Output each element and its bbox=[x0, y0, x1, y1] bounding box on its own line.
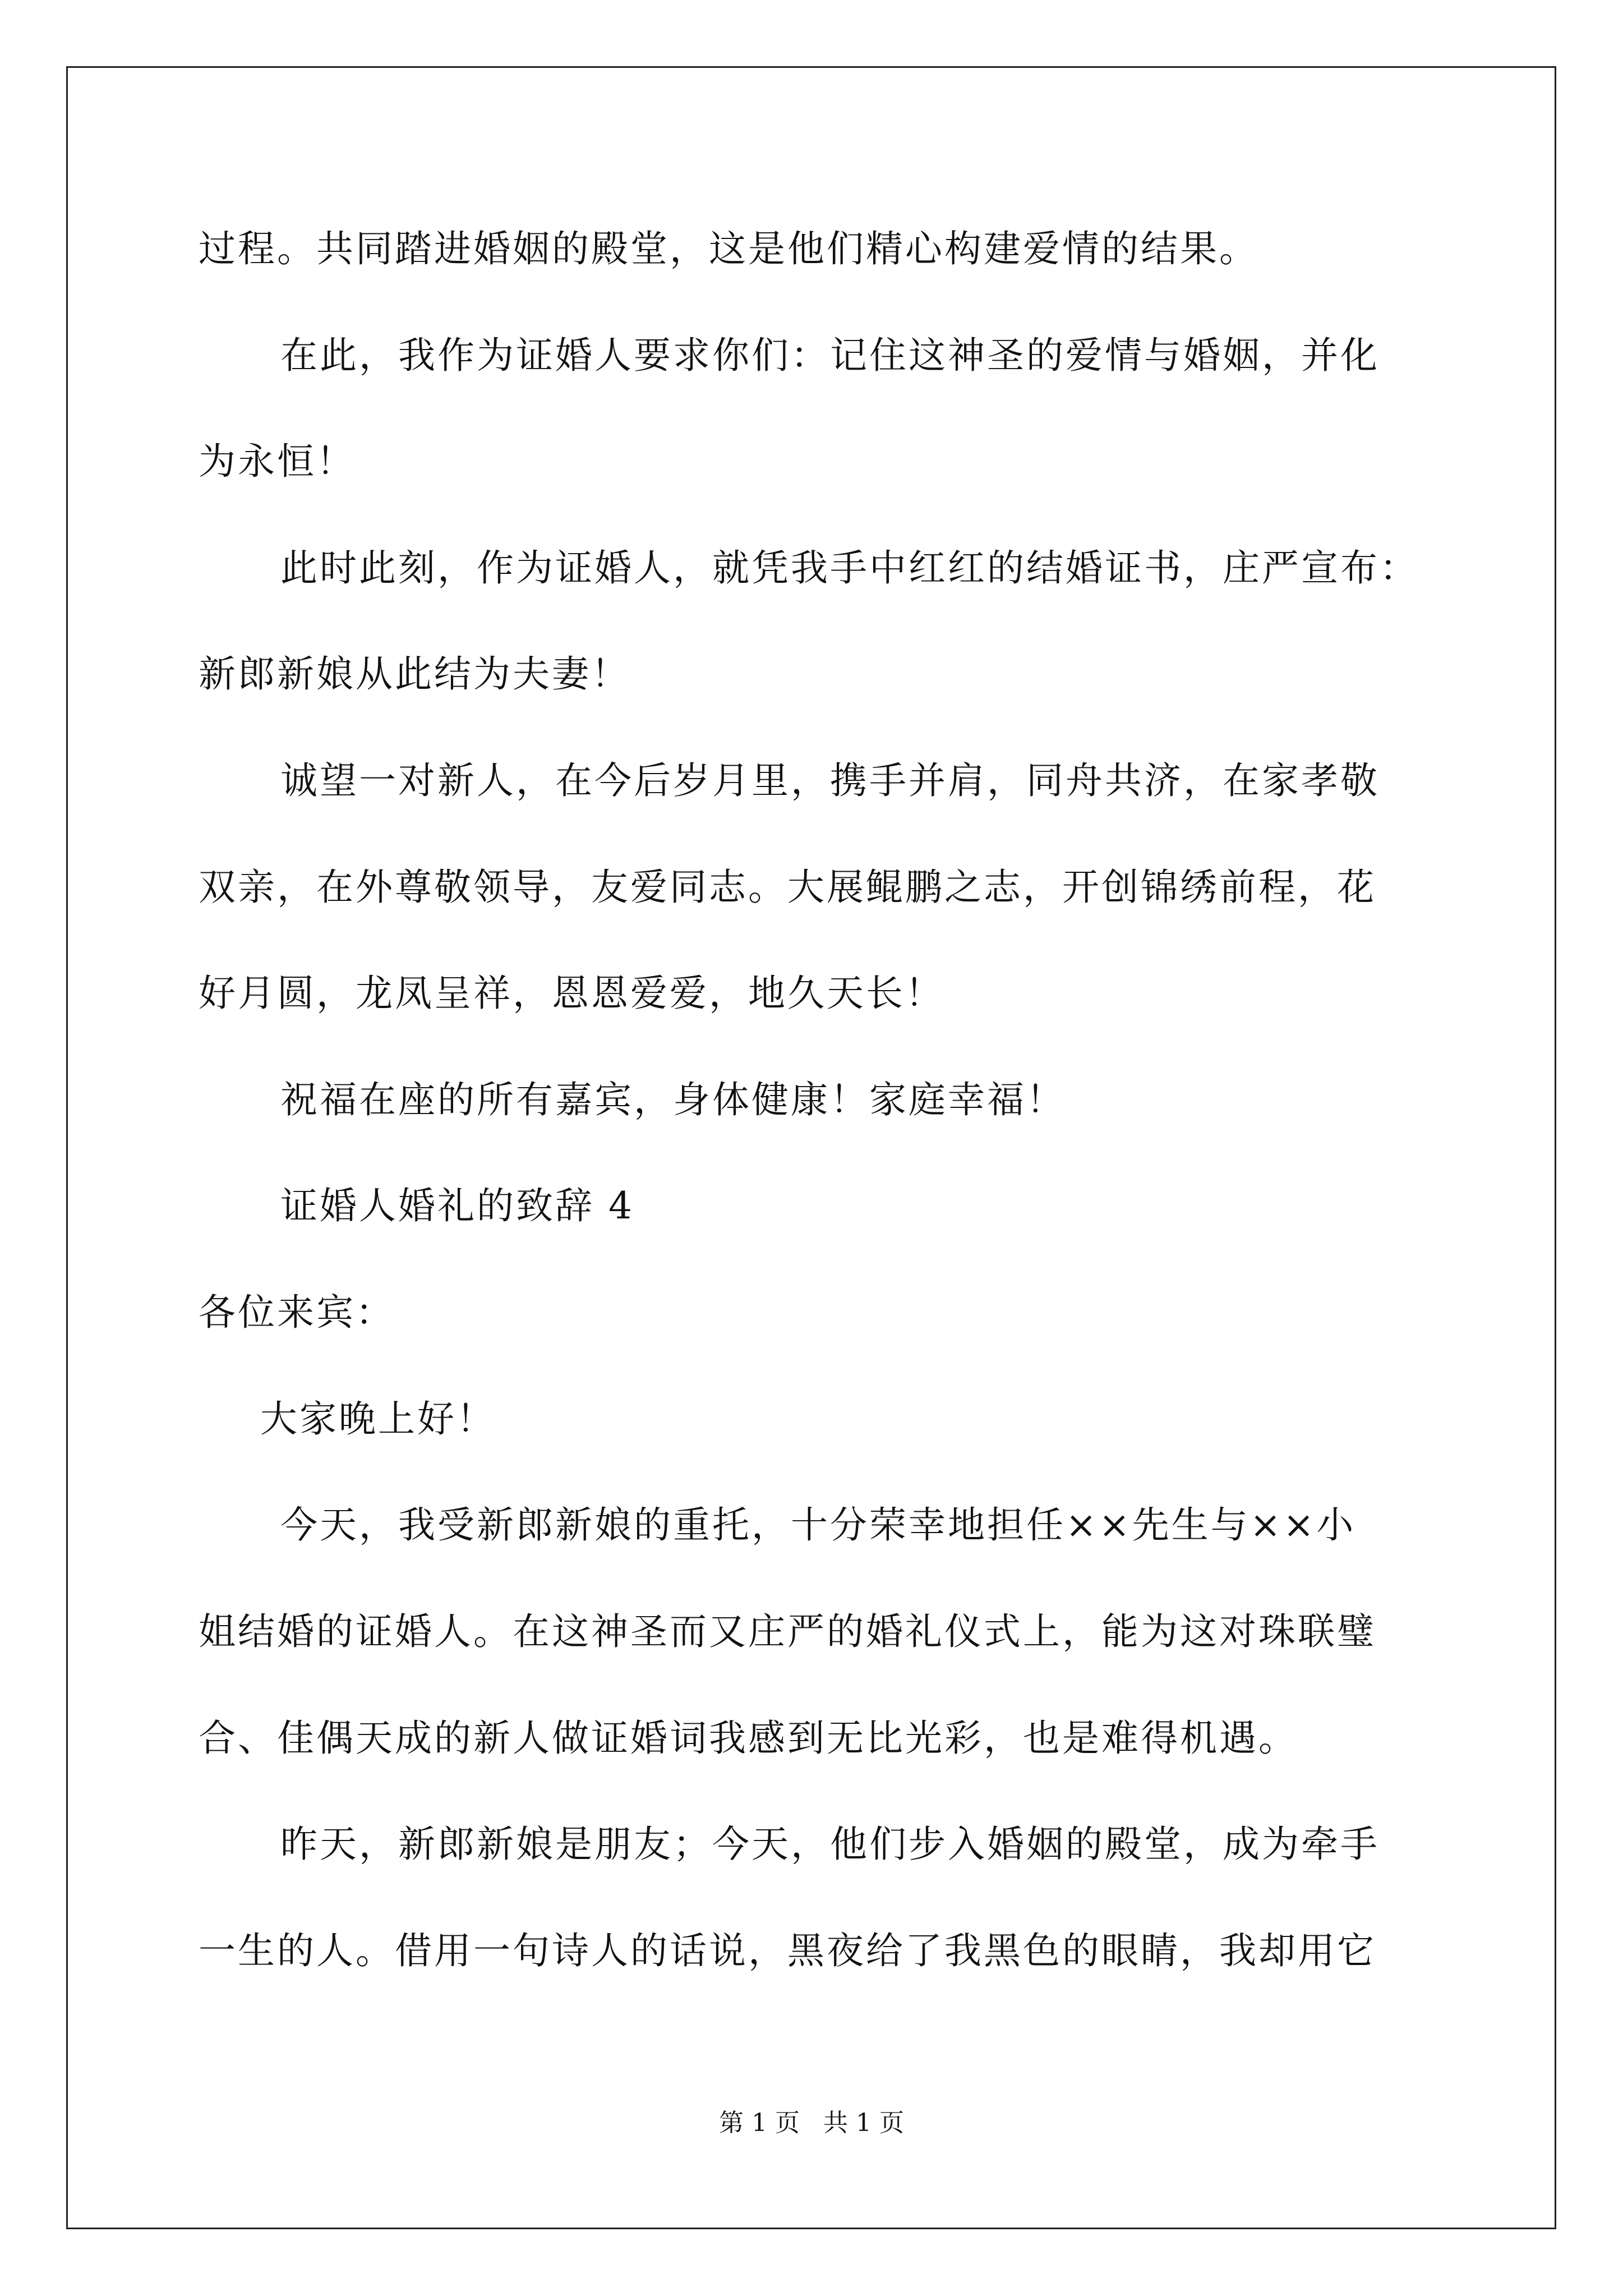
salutation: 各位来宾： bbox=[199, 1291, 395, 1334]
page-border bbox=[66, 66, 1556, 2229]
body-line: 新郎新娘从此结为夫妻！ bbox=[199, 652, 630, 696]
body-line: 在此，我作为证婚人要求你们：记住这神圣的爱情与婚姻，并化 bbox=[280, 334, 1380, 377]
body-line: 双亲，在外尊敬领导，友爱同志。大展鲲鹏之志，开创锦绣前程，花 bbox=[199, 866, 1376, 909]
body-line: 为永恒！ bbox=[199, 440, 356, 483]
body-line: 一生的人。借用一句诗人的话说，黑夜给了我黑色的眼睛，我却用它 bbox=[199, 1929, 1376, 1972]
body-line: 姐结婚的证婚人。在这神圣而又庄严的婚礼仪式上，能为这对珠联璧 bbox=[199, 1610, 1376, 1653]
body-line: 好月圆，龙凤呈祥，恩恩爱爱，地久天长！ bbox=[199, 972, 944, 1015]
body-line: 诚望一对新人，在今后岁月里，携手并肩，同舟共济，在家孝敬 bbox=[280, 759, 1380, 802]
section-heading: 证婚人婚礼的致辞 4 bbox=[280, 1184, 634, 1227]
page-footer: 第 1 页 共 1 页 bbox=[719, 2109, 904, 2137]
body-line: 昨天，新郎新娘是朋友；今天，他们步入婚姻的殿堂，成为牵手 bbox=[280, 1823, 1380, 1866]
body-line: 过程。共同踏进婚姻的殿堂，这是他们精心构建爱情的结果。 bbox=[199, 227, 1258, 270]
body-line: 今天，我受新郎新娘的重托，十分荣幸地担任××先生与××小 bbox=[280, 1503, 1356, 1547]
body-line: 祝福在座的所有嘉宾，身体健康！家庭幸福！ bbox=[280, 1078, 1066, 1121]
body-line: 合、佳偶天成的新人做证婚词我感到无比光彩，也是难得机遇。 bbox=[199, 1717, 1298, 1760]
greeting: 大家晚上好！ bbox=[260, 1397, 496, 1441]
body-line: 此时此刻，作为证婚人，就凭我手中红红的结婚证书，庄严宣布： bbox=[280, 546, 1419, 590]
